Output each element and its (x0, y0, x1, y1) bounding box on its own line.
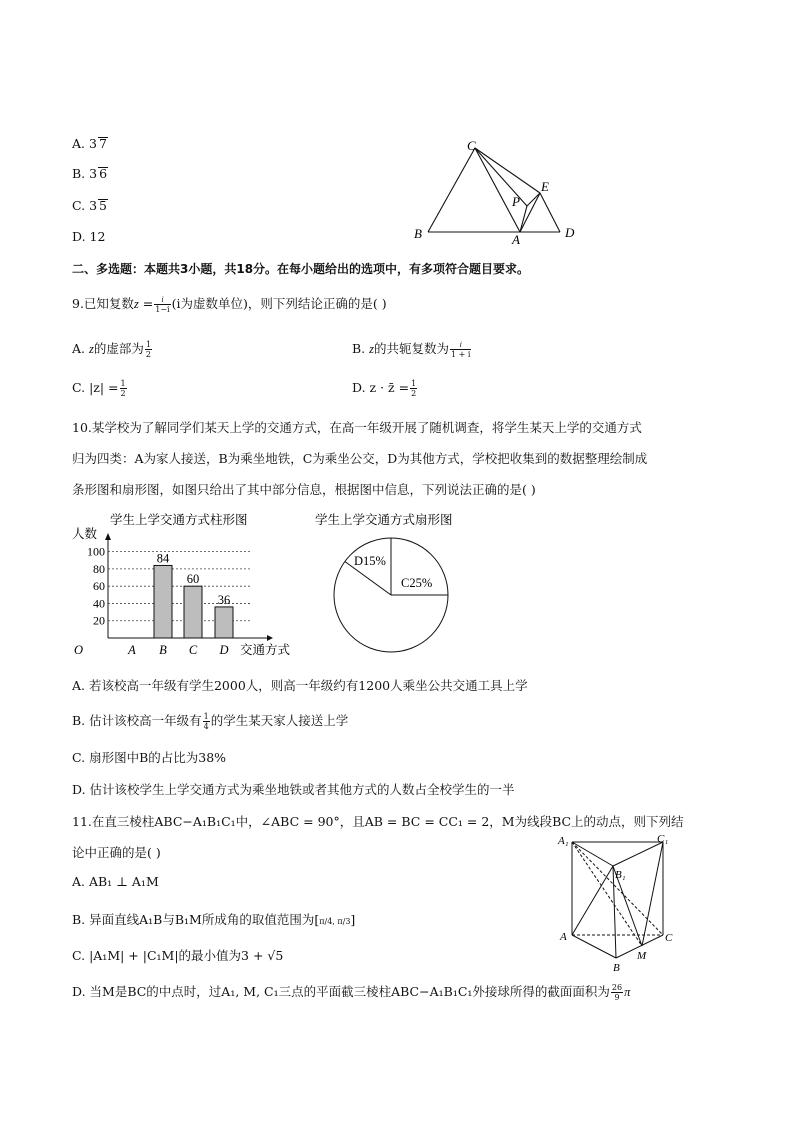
q11-stem-line2: 论中正确的是( ) (72, 845, 161, 860)
q9-option-b[interactable]: B. z的共轭复数为 $\frac{i}{1 + i}$ (352, 340, 471, 359)
pie-label-d: D15% (354, 554, 386, 568)
q10-option-a[interactable]: A. 若该校高一年级有学生2000人，则高一年级约有1200人乘坐公共交通工具上学 (72, 678, 528, 693)
q11-option-c[interactable]: C. |A₁M| + |C₁M|的最小值为3 + √5 (72, 948, 284, 963)
bar-c (184, 586, 202, 638)
q8-triangle-figure (405, 136, 585, 246)
bar-b (154, 565, 172, 638)
x-axis-arrow (267, 635, 273, 641)
q11-option-a[interactable]: A. AB₁ ⊥ A₁M (72, 874, 159, 889)
label-d: D (565, 225, 575, 240)
bar-chart-xlabel: 交通方式 (240, 643, 291, 657)
bar-d (215, 607, 233, 638)
y-tick-label: 100 (87, 544, 105, 559)
bar-chart-origin: O (74, 643, 84, 657)
y-tick-label: 20 (93, 613, 105, 628)
sqrt-radicand: 6 (99, 166, 108, 181)
y-tick-label: 60 (93, 579, 105, 594)
x-tick-label: C (188, 643, 198, 657)
label-e: E (541, 179, 549, 194)
label-b1: B₁ (615, 869, 626, 881)
q11-option-b[interactable]: B. 异面直线A₁B与B₁M所成角的取值范围为[π/4, π/3] (72, 912, 356, 927)
q8-option-c[interactable]: C. 3 5 (72, 198, 107, 213)
bar-chart-title: 学生上学交通方式柱形图 (110, 513, 248, 527)
q9-option-a[interactable]: A. z的虚部为 $\frac{1}{2}$ (72, 340, 151, 359)
bar-value-label: 36 (217, 592, 231, 607)
bar-chart-ylabel: 人数 (72, 527, 98, 541)
q11-option-d[interactable]: D. 当M是BC的中点时，过A₁, M, C₁三点的平面截三棱柱ABC−A₁B₁C₁外接球所得的截面面积为 $\frac{26}{9}$ π (72, 983, 631, 1002)
label-m: M (637, 950, 647, 962)
q9-option-d[interactable]: D. z · z̄ = $\frac{1}{2}$ (352, 379, 417, 398)
q10-stem-line3: 条形图和扇形图，如图只给出了其中部分信息，根据图中信息，下列说法正确的是( ) (72, 482, 536, 497)
q11-stem-line1: 11.在直三棱柱ABC−A₁B₁C₁中，∠ABC = 90°，且AB = BC = CC₁ = 2，M为线段BC上的动点，则下列结 (72, 814, 684, 829)
label-b: B (613, 962, 620, 974)
q8-option-a[interactable]: A. 3 7 (72, 136, 107, 151)
sqrt-radicand: 5 (99, 198, 107, 213)
q10-option-d[interactable]: D. 估计该校学生上学交通方式为乘坐地铁或者其他方式的人数占全校学生的一半 (72, 782, 515, 797)
q10-stem-line2: 归为四类：A为家人接送，B为乘坐地铁，C为乘坐公交，D为其他方式，学校把收集到的数据整理绘制成 (72, 451, 648, 466)
label-a: A (560, 931, 567, 943)
y-tick-label: 40 (93, 596, 105, 611)
label-p: P (512, 194, 520, 209)
q8-option-d[interactable]: D. 12 (72, 229, 106, 244)
q9-option-c[interactable]: C. |z| = $\frac{1}{2}$ (72, 379, 126, 398)
q9-stem: 9.已知复数z = $\frac{i}{1-i}$ (i为虚数单位)，则下列结论正确的是( ) (72, 295, 387, 314)
q8-option-b[interactable]: B. 3 6 (72, 166, 108, 181)
x-tick-label: B (159, 643, 167, 657)
pie-label-c: C25% (401, 576, 433, 590)
q10-stem-line1: 10.某学校为了解同学们某天上学的交通方式，在高一年级开展了随机调查，将学生某天上学的交通方式 (72, 420, 642, 435)
sqrt-radicand: 7 (98, 136, 107, 151)
bar-chart (72, 508, 312, 660)
label-b: B (414, 226, 422, 241)
pie-chart (305, 508, 485, 653)
label-a1: A₁ (558, 835, 569, 847)
x-tick-label: D (219, 643, 229, 657)
label-c: C (467, 138, 476, 153)
bar-value-label: 60 (186, 572, 200, 587)
y-axis-arrow (105, 533, 111, 540)
label-a: A (512, 232, 520, 246)
q10-option-b[interactable]: B. 估计该校高一年级有 $\frac{1}{4}$ 的学生某天家人接送上学 (72, 712, 349, 731)
pie-chart-title: 学生上学交通方式扇形图 (315, 513, 453, 527)
y-tick-label: 80 (93, 561, 105, 576)
prism-figure (555, 830, 685, 975)
bar-value-label: 84 (156, 551, 170, 566)
label-c1: C₁ (657, 833, 669, 845)
section-heading: 二、多选题：本题共3小题，共18分。在每小题给出的选项中，有多项符合题目要求。 (72, 262, 530, 276)
label-c: C (665, 932, 673, 944)
x-tick-label: A (128, 643, 136, 657)
q10-option-c[interactable]: C. 扇形图中B的占比为38% (72, 750, 227, 765)
